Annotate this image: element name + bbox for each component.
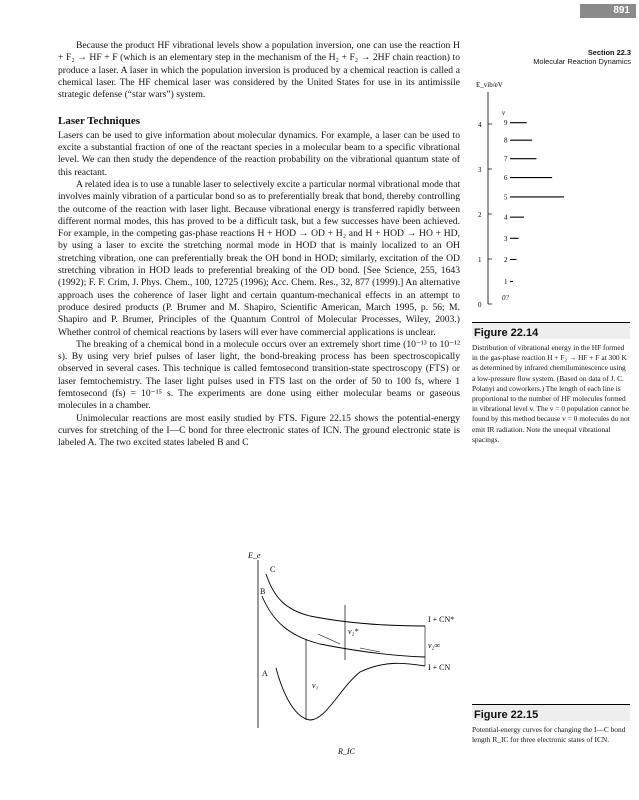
fig15-label-B: B xyxy=(260,587,266,596)
fig14-level-label: 2 xyxy=(504,255,508,264)
fig14-v-header: v xyxy=(502,109,506,117)
fig14-level-label: 3 xyxy=(504,234,508,243)
fig14-caption: Distribution of vibrational energy in the HF formed in the gas-phase reaction H + F₂ → HF + F at 300 K as determined by infrared chemiluminescence using a low-pressure flow system. (Based on data of J. C. Polanyi and coworkers.) The length of each line is proportional to the number of HF molecules formed in vibrational level v. The v = 0 population cannot be found by this method because v = 0 molecules do not emit IR radiation. Note the unequal vibrational spacings. xyxy=(472,343,630,444)
fig14-tick-label: 2 xyxy=(478,211,482,219)
fig15-caption: Potential-energy curves for changing the I—C bond length R_IC for three electronic states of ICN. xyxy=(472,725,626,745)
fig14-tick-label: 1 xyxy=(478,256,482,264)
fig14-tick-label: 4 xyxy=(478,121,482,129)
asymptote-lower: I + CN xyxy=(428,663,451,672)
fig15-label-A: A xyxy=(262,669,268,678)
fig14-level-label: 1 xyxy=(504,278,508,286)
paragraph-5: Unimolecular reactions are most easily studied by FTS. Figure 22.15 shows the potential-energy curves for stretching of the I—C bond for three electronic states of ICN. The ground electronic state is labeled A. The two excited states labeled B and C xyxy=(58,412,460,449)
asymptote-upper: I + CN* xyxy=(428,615,455,624)
paragraph-1: Because the product HF vibrational levels show a population inversion, one can use the reaction H + F₂ → HF + F (which is an elementary step in the mechanism of the H₂ + F₂ → 2HF chain reaction) to produce a laser. A laser in which the population inversion is produced by a chemical reaction is called a chemical laser. The HF chemical laser was considered by the United States for use in its antimissile strategic defense (“star wars”) system. xyxy=(58,40,460,101)
fig14-level-label: 6 xyxy=(504,174,508,183)
nu1-label: ν₁ xyxy=(312,681,319,690)
page-number: 891 xyxy=(580,4,636,18)
fig15-label-C: C xyxy=(270,565,276,574)
fig14-level-label: 8 xyxy=(504,136,508,145)
fig14-v-unknown: 0? xyxy=(502,294,509,302)
nu2-star-label: ν₂* xyxy=(348,627,359,636)
nu2-inf-label: ν₂∞ xyxy=(428,641,441,650)
section-label: Section 22.3 xyxy=(587,48,631,57)
fig15-label: Figure 22.15 xyxy=(472,704,630,721)
fig14-axis-label: E_vib/eV xyxy=(476,81,503,89)
fig15-xaxis-label: R_IC xyxy=(338,747,355,756)
figure-22-14 xyxy=(474,78,634,310)
fig14-levels xyxy=(504,119,564,286)
fig14-level-label: 4 xyxy=(504,213,508,222)
fig14-level-label: 7 xyxy=(504,155,508,164)
section-header xyxy=(481,48,631,66)
fig14-caption-block xyxy=(472,322,630,445)
paragraph-3: A related idea is to use a tunable laser to selectively excite a particular normal vibrational mode that involves mainly vibration of a particular bond so as to preferentially break that bond, thereby controlling the outcome of the reaction with laser light. Because vibrational energy is transferred rapidly between different normal modes, this has proved to be a difficult task, but a few successes have been achieved. For example, in the competing gas-phase reactions H + HOD → OD + H₂ and H + HOD → HO + HD, by using a laser to excite the stretching normal mode in HOD that is mainly localized to an OH stretching vibration, one can preferentially break the OH bond in HOD; similarly, excitation of the OD stretching vibration in HOD leads to preferential breaking of the OD bond. [See Science, 255, 1643 (1992); F. F. Crim, J. Phys. Chem., 100, 12725 (1996); Acc. Chem. Res., 32, 877 (1999).] An alternative approach uses the coherence of laser light and certain quantum-mechanical effects in an attempt to produce desired products (P. Brumer and M. Shapiro, Scientific American, March 1995, p. 56; M. Shapiro and P. Brumer, Principles of the Quantum Control of Molecular Processes, Wiley, 2003.) Whether control of chemical reactions by lasers will ever have commercial applications is unclear. xyxy=(58,178,460,338)
fig14-tick-label: 0 xyxy=(478,301,482,309)
curve-C xyxy=(266,574,425,626)
section-title: Molecular Reaction Dynamics xyxy=(533,57,631,66)
fig14-level-label: 5 xyxy=(504,193,508,202)
main-text xyxy=(58,40,460,450)
fig14-tick-label: 3 xyxy=(478,166,482,174)
paragraph-2: Lasers can be used to give information about molecular dynamics. For example, a laser can be used to excite a substantial fraction of one of the reactant species in a molecular beam to a specific vibrational level. We can then study the dependence of the reaction probability on the vibrational quantum state of this reactant. xyxy=(58,129,460,178)
paragraph-4: The breaking of a chemical bond in a molecule occurs over an extremely short time (10⁻¹³ to 10⁻¹² s). By using very brief pulses of laser light, the bond-breaking process has been spectroscopically observed in several cases. This technique is called femtosecond transition-state spectroscopy (FTS) or laser femtochemistry. The laser light pulses used in FTS last on the order of 50 to 100 fs, where 1 femtosecond (fs) = 10⁻¹⁵ s. The experiments are done using either molecular beams or gaseous molecules in a chamber. xyxy=(58,338,460,412)
figure-22-15 xyxy=(240,548,470,770)
fig14-level-label: 9 xyxy=(504,119,508,128)
curve-A xyxy=(276,663,425,720)
wavepacket-arrow-1 xyxy=(318,634,340,644)
fig15-yaxis-label: E_e xyxy=(248,551,261,560)
fig14-label: Figure 22.14 xyxy=(472,322,630,339)
section-heading: Laser Techniques xyxy=(58,115,141,128)
fig15-caption-block xyxy=(472,704,630,745)
fig14-ticks xyxy=(478,121,492,309)
